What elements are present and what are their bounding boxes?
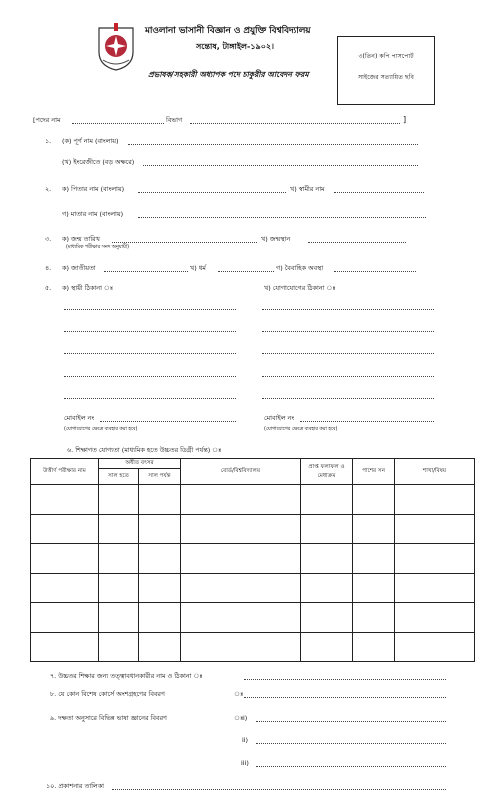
col-year-from: সাল হতে [99, 469, 139, 485]
contact-address-line[interactable] [262, 309, 434, 310]
table-row [31, 632, 475, 662]
permanent-address-line[interactable] [64, 353, 236, 354]
mobile-field-permanent[interactable] [100, 421, 236, 422]
permanent-address-line[interactable] [64, 376, 236, 377]
language-item-3-field[interactable] [256, 766, 446, 767]
special-course-colon: ঃ [234, 690, 244, 698]
language-item-2-label: ii) [242, 736, 249, 744]
marital-status-field[interactable] [334, 271, 416, 272]
photo-instruction-2: সাইজের সত্যায়িত ছবি [358, 74, 414, 81]
col-pass-year: পাশের সন [353, 459, 395, 485]
table-row [31, 514, 475, 544]
nationality-field[interactable] [104, 271, 188, 272]
religion-field[interactable] [218, 271, 274, 272]
col-exam-name: উত্তীর্ণ পরীক্ষার নাম [31, 459, 99, 485]
photo-box [337, 36, 435, 105]
mother-name-label: গ) মাতার নাম (বাংলায়) [62, 210, 124, 218]
father-name-field[interactable] [138, 192, 286, 193]
mother-name-field[interactable] [138, 217, 426, 218]
permanent-address-line[interactable] [64, 331, 236, 332]
husband-name-label: খ) স্বামীর নাম [290, 185, 325, 193]
item-1-number: ১. [45, 137, 52, 145]
birth-date-field[interactable] [112, 242, 257, 243]
birth-place-label: খ) জন্মস্থান [261, 235, 291, 243]
permanent-address-label: ক) স্থায়ী ঠিকানা ঃ [62, 284, 114, 292]
nationality-label: ক) জাতীয়তা [62, 264, 96, 272]
husband-name-field[interactable] [334, 192, 424, 193]
item-4-number: ৪. [45, 264, 52, 272]
col-result: প্রাপ্ত ফলাফল ও মেধাক্রম [301, 459, 353, 485]
language-skill-colon: ঃ [234, 714, 244, 722]
item-2-number: ২. [45, 185, 52, 193]
publication-list-label: ১০. প্রকাশনার তালিকা [46, 782, 105, 790]
supervisor-label: ৭. উচ্চতর শিক্ষার জন্য তত্ত্বাবধানকারীর নাম ও ঠিকানা ঃ [50, 672, 203, 680]
contact-address-line[interactable] [262, 331, 434, 332]
mobile-note-permanent: (যোগাযোগের ক্ষেত্রে ব্যবহার করা হবে) [64, 427, 138, 432]
full-name-bangla-field[interactable] [128, 144, 418, 145]
col-year-to: সাল পর্যন্ত [139, 469, 181, 485]
special-course-label: ৮. যে কোন বিশেষ কোর্সে অংশগ্রহণের বিবরণ [50, 690, 165, 698]
language-item-2-field[interactable] [256, 743, 446, 744]
mobile-label-contact: মোবাইল নং [264, 414, 295, 422]
contact-address-line[interactable] [262, 353, 434, 354]
supervisor-field[interactable] [244, 679, 446, 680]
full-name-bangla-label: (ক) পূর্ণ নাম (বাংলায়) [62, 137, 119, 145]
item-3-number: ৩. [45, 235, 52, 243]
table-row [31, 573, 475, 603]
publication-list-field[interactable] [112, 789, 446, 790]
contact-address-line[interactable] [262, 376, 434, 377]
birth-place-field[interactable] [308, 242, 406, 243]
post-name-label: [পদের নাম [33, 116, 61, 124]
special-course-field[interactable] [244, 697, 446, 698]
university-name: মাওলানা ভাসানী বিজ্ঞান ও প্রযুক্তি বিশ্ববিদ্যালয় [145, 26, 311, 36]
col-board: বোর্ড/বিশ্ববিদ্যালয় [181, 459, 301, 485]
birth-date-label: ক) জন্ম তারিখ [62, 235, 100, 243]
language-skill-label: ৯. দক্ষতা অনুসারে বিভিন্ন ভাষা জ্ঞানের বিবরণ [50, 714, 167, 722]
full-name-english-field[interactable] [143, 165, 418, 166]
table-row [31, 544, 475, 574]
education-table [30, 458, 475, 662]
language-item-1-label: i) [243, 714, 248, 722]
permanent-address-line[interactable] [64, 398, 236, 399]
post-line-close: ] [403, 115, 407, 124]
table-row [31, 603, 475, 633]
university-address: সন্তোষ, টাঙ্গাইল-১৯০২। [196, 42, 274, 51]
education-heading: ৬. শিক্ষাগত যোগ্যতা (মাধ্যমিক হতে উচ্চতর ডিগ্রী পর্যন্ত) ঃ [67, 446, 222, 454]
father-name-label: ক) পিতার নাম (বাংলায়) [62, 185, 125, 193]
birth-date-note: (মাধ্যমিক পরীক্ষার সনদ অনুযায়ী) [66, 245, 129, 250]
contact-address-label: খ) যোগাযোগের ঠিকানা ঃ [264, 284, 336, 292]
mobile-label-permanent: মোবাইল নং [64, 414, 95, 422]
religion-label: খ) ধর্ম [190, 264, 206, 272]
department-label: বিভাগ [166, 116, 183, 124]
full-name-english-label: (খ) ইংরেজীতে (বড় অক্ষরে) [62, 158, 135, 166]
item-5-number: ৫. [45, 284, 52, 292]
language-item-1-field[interactable] [256, 721, 446, 722]
post-name-field[interactable] [72, 123, 164, 124]
mobile-field-contact[interactable] [300, 421, 434, 422]
department-field[interactable] [190, 123, 400, 124]
col-branch: শাখা/বিষয় [395, 459, 475, 485]
language-item-3-label: iii) [241, 759, 249, 767]
col-study-years: অধীত বৎসর [99, 459, 181, 469]
form-title: প্রভাষক/সহকারী অধ্যাপক পদে চাকুরীর আবেদন ফরম [148, 70, 309, 79]
table-row [31, 485, 475, 515]
university-logo [95, 22, 137, 72]
photo-instruction-1: ৩(তিন) কপি পাসপোর্ট [358, 53, 414, 60]
permanent-address-line[interactable] [64, 309, 236, 310]
mobile-note-contact: (যোগাযোগের ক্ষেত্রে ব্যবহার করা হবে) [264, 427, 338, 432]
marital-status-label: গ) বৈবাহিক অবস্থা [276, 264, 324, 272]
contact-address-line[interactable] [262, 398, 434, 399]
